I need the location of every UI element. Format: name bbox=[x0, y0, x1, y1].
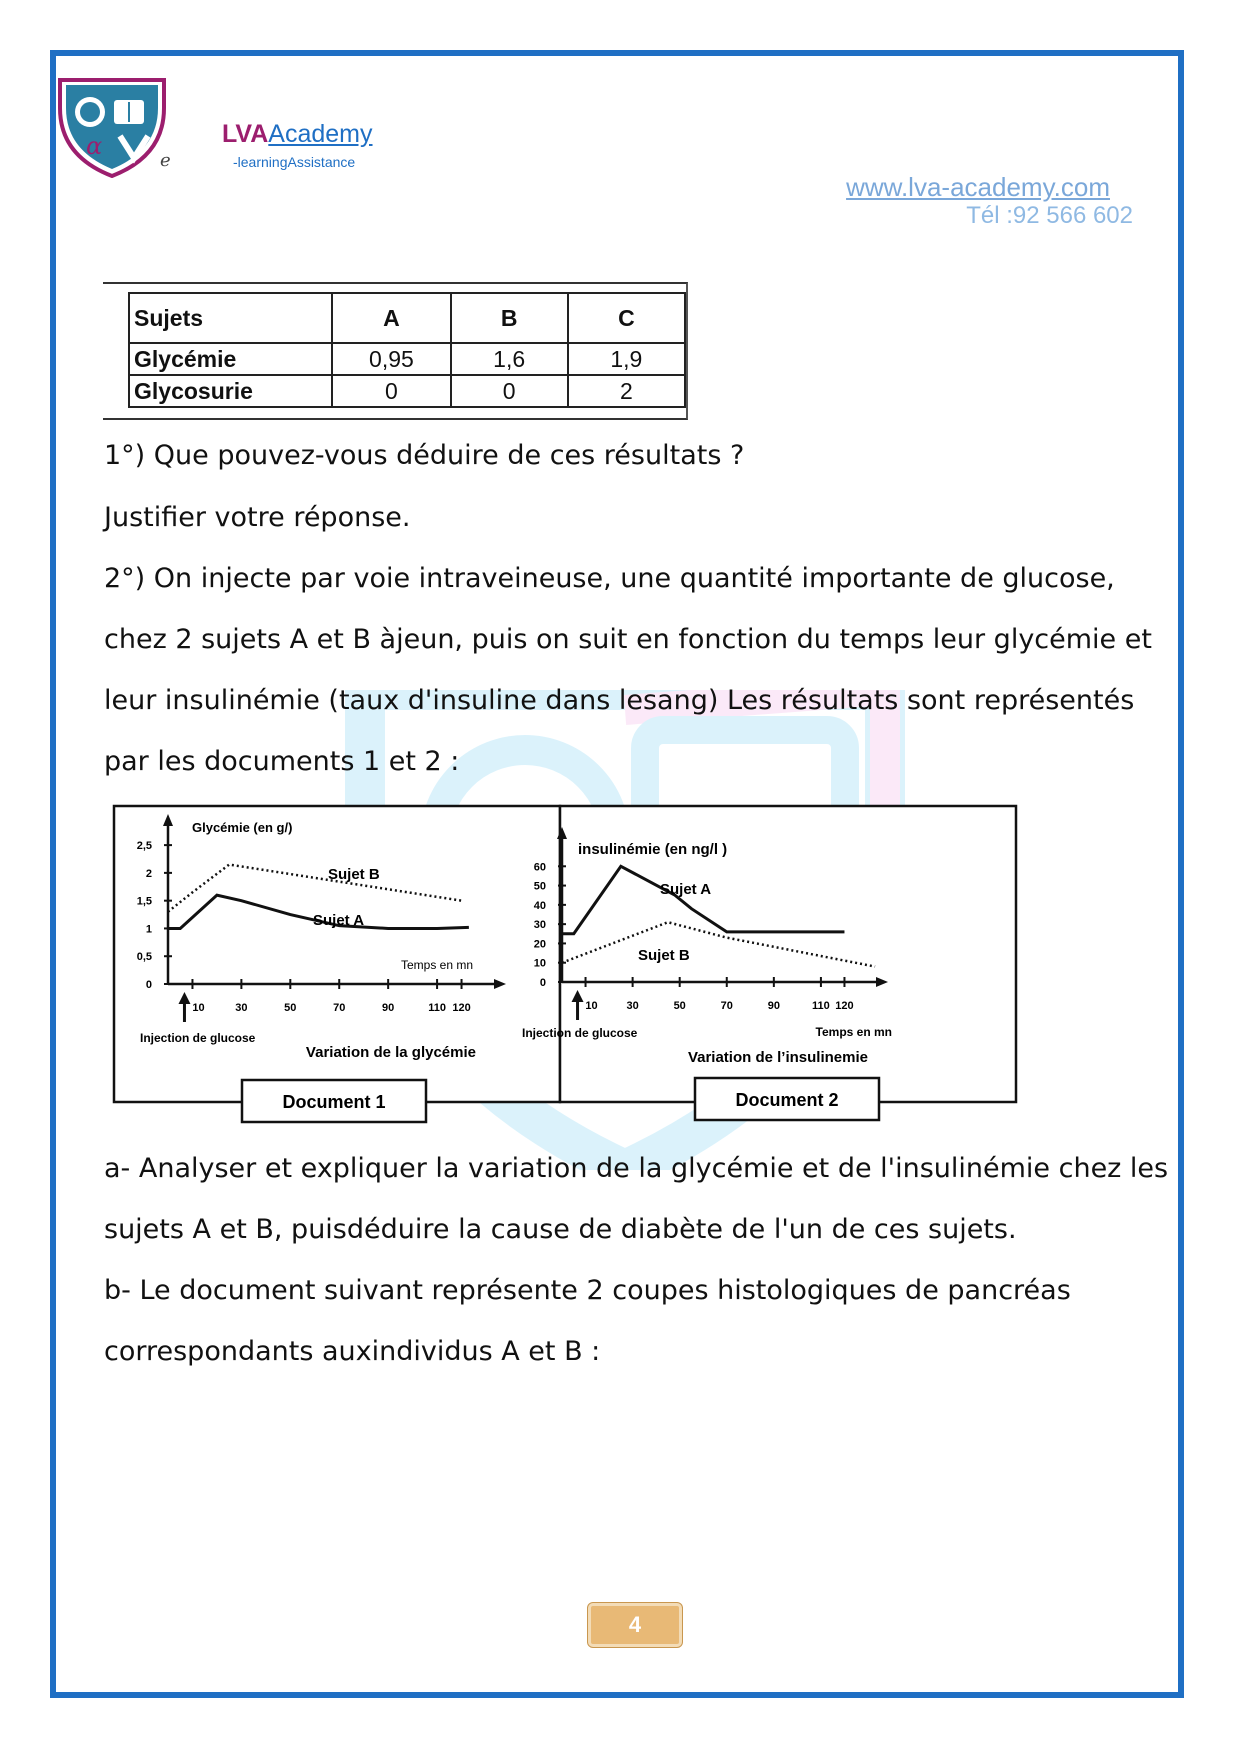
y-tick-label: 40 bbox=[533, 899, 546, 912]
series-label: Sujet B bbox=[328, 866, 380, 883]
table-header-cell: A bbox=[332, 293, 450, 343]
series-label: Sujet B bbox=[638, 947, 690, 964]
table-header-cell: C bbox=[568, 293, 685, 343]
question-a-line: a- Analyser et expliquer la variation de la glycémie et de l'insulinémie chez les bbox=[104, 1153, 1169, 1184]
x-tick-label: 70 bbox=[333, 1002, 346, 1014]
table-cell: 1,6 bbox=[451, 343, 568, 375]
y-tick-label: 0 bbox=[539, 977, 546, 989]
table-cell: 2 bbox=[568, 375, 685, 407]
lva-academy-logo-icon bbox=[56, 78, 168, 178]
brand-lva: LVA bbox=[222, 120, 269, 148]
y-axis-label: insulinémie (en ng/l ) bbox=[578, 841, 728, 858]
document-1-label: Document 1 bbox=[282, 1092, 386, 1112]
series-label: Sujet A bbox=[313, 912, 365, 929]
table-row bbox=[129, 375, 685, 407]
results-table-frame bbox=[103, 282, 688, 420]
table-header-cell: Sujets bbox=[129, 293, 332, 343]
y-tick-label: 0 bbox=[145, 979, 152, 991]
x-tick-label: 50 bbox=[673, 1000, 686, 1012]
brand-academy[interactable]: Academy bbox=[268, 120, 373, 148]
table-row bbox=[129, 343, 685, 375]
question-b-line: b- Le document suivant représente 2 coupes histologiques de pancréas bbox=[104, 1275, 1071, 1306]
y-tick-label: 0,5 bbox=[136, 951, 152, 964]
x-axis-label: Temps en mn bbox=[815, 1025, 892, 1039]
table-cell: 0 bbox=[451, 375, 568, 407]
injection-label: Injection de glucose bbox=[522, 1026, 638, 1040]
question-2-line: par les documents 1 et 2 : bbox=[104, 746, 460, 777]
x-tick-label: 30 bbox=[235, 1002, 248, 1014]
x-tick-label: 120 bbox=[452, 1002, 471, 1014]
question-a-line: sujets A et B, puisdéduire la cause de diabète de l'un de ces sujets. bbox=[104, 1214, 1017, 1245]
website-link[interactable]: www.lva-academy.com bbox=[846, 172, 1110, 202]
y-tick-label: 2,5 bbox=[136, 840, 152, 853]
table-cell: 1,9 bbox=[568, 343, 685, 375]
y-axis-label: Glycémie (en g/) bbox=[192, 820, 293, 835]
document-2-label: Document 2 bbox=[735, 1090, 839, 1110]
y-tick-label: 30 bbox=[533, 919, 546, 932]
y-tick-label: 60 bbox=[533, 861, 546, 874]
question-2-line: leur insulinémie (taux d'insuline dans lesang) Les résultats sont représentés bbox=[104, 685, 1135, 716]
y-tick-label: 1 bbox=[145, 923, 152, 936]
y-tick-label: 2 bbox=[145, 867, 152, 880]
x-tick-label: 90 bbox=[382, 1002, 395, 1014]
x-tick-label: 10 bbox=[585, 1000, 598, 1012]
documents-figure bbox=[110, 802, 1020, 1124]
brand-subtitle: -learningAssistance bbox=[233, 154, 356, 170]
y-tick-label: 1,5 bbox=[136, 895, 152, 908]
injection-label: Injection de glucose bbox=[140, 1031, 256, 1045]
table-cell: 0 bbox=[332, 375, 450, 407]
x-tick-label: 10 bbox=[192, 1002, 205, 1014]
svg-text:α: α bbox=[86, 132, 103, 160]
x-tick-label: 70 bbox=[720, 1000, 733, 1012]
x-tick-label: 110 bbox=[812, 1000, 830, 1012]
table-header-cell: B bbox=[451, 293, 568, 343]
table-header-row bbox=[129, 293, 685, 343]
x-tick-label: 50 bbox=[284, 1002, 297, 1014]
series-label: Sujet A bbox=[660, 881, 712, 898]
y-tick-label: 10 bbox=[533, 957, 546, 970]
question-b-line: correspondants auxindividus A et B : bbox=[104, 1336, 601, 1367]
chart-title: Variation de l’insulinemie bbox=[687, 1049, 868, 1066]
y-tick-label: 20 bbox=[533, 938, 546, 951]
x-tick-label: 30 bbox=[626, 1000, 639, 1012]
y-tick-label: 50 bbox=[533, 880, 546, 893]
x-tick-label: 110 bbox=[428, 1002, 446, 1014]
question-1: 1°) Que pouvez-vous déduire de ces résultats ? bbox=[104, 440, 745, 471]
x-axis-label: Temps en mn bbox=[400, 958, 473, 972]
question-2-line: 2°) On injecte par voie intraveineuse, une quantité importante de glucose, bbox=[104, 563, 1115, 594]
table-row-label: Glycémie bbox=[129, 343, 332, 375]
table-cell: 0,95 bbox=[332, 343, 450, 375]
question-2-line: chez 2 sujets A et B àjeun, puis on suit en fonction du temps leur glycémie et bbox=[104, 624, 1152, 655]
x-tick-label: 90 bbox=[767, 1000, 780, 1012]
phone-number: Tél :92 566 602 bbox=[966, 202, 1133, 229]
x-tick-label: 120 bbox=[835, 1000, 854, 1012]
question-1-justify: Justifier votre réponse. bbox=[104, 502, 411, 533]
table-row-label: Glycosurie bbox=[129, 375, 332, 407]
brand-name bbox=[222, 120, 373, 149]
page-number-badge: 4 bbox=[588, 1603, 682, 1647]
chart-title: Variation de la glycémie bbox=[305, 1044, 476, 1061]
results-table bbox=[128, 292, 686, 408]
brand-e-letter: e bbox=[160, 150, 171, 171]
